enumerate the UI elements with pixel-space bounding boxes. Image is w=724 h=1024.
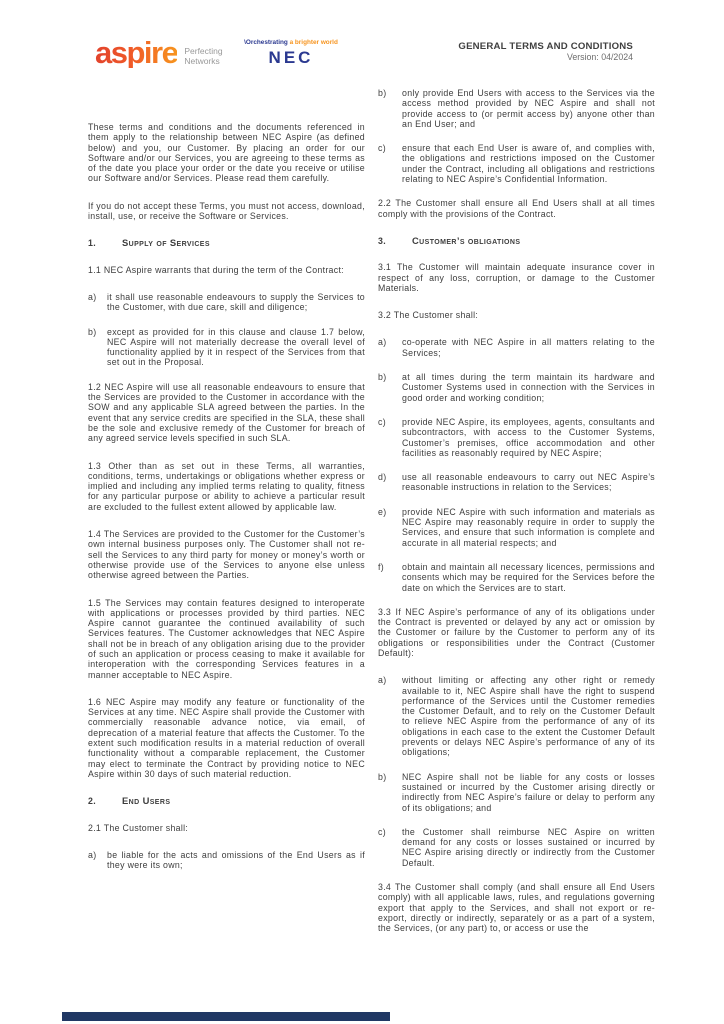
- list-item: [378, 372, 655, 403]
- nec-logo-tagline: [239, 39, 343, 47]
- list-item: [378, 827, 655, 868]
- list-item: [378, 88, 655, 129]
- list-item: [88, 850, 365, 871]
- section-heading: [378, 236, 655, 246]
- aspire-logo: [95, 35, 223, 70]
- paragraph: 1.6 NEC Aspire may modify any feature or functionality of the Services at any time. NEC Aspire shall provide the Customer with commercially reasonable advance notice, via email, of deprecation of a material feature that affects the Customer. To the extent such modification results in a material reduction of overall functionality without a comparable replacement, the Customer may elect to terminate the Contract by providing notice to NEC Aspire within 30 days of such material reduction.: [88, 696, 365, 779]
- section-title: End Users: [122, 795, 171, 807]
- list-item: [378, 143, 655, 184]
- list-item-text: obtain and maintain all necessary licences, permissions and consents which may be required for the Services before the date on which the Services are to start.: [402, 561, 655, 593]
- aspire-logo-tagline: [184, 40, 222, 66]
- paragraph: 1.5 The Services may contain features designed to interoperate with applications or processes provided by third parties. NEC Aspire cannot guarantee the continued availability of such Services features. The Customer acknowledges that NEC Aspire shall not be in breach of any obligation arising due to the provider of such an application or process ceasing to make it available for interoperation with the corresponding Services features in a manner acceptable to NEC Aspire.: [88, 597, 365, 680]
- list-item-label: e): [378, 506, 387, 517]
- paragraph: 1.2 NEC Aspire will use all reasonable endeavours to ensure that the Services are provided to the Customer in accordance with the SOW and any applicable SLA agreed between the parties. In the event that any service credits are specified in the SLA, these shall be the sole and exclusive remedy of the Customer for breach of any agreed service levels specified in such SLA.: [88, 381, 365, 444]
- nec-logo: [239, 39, 343, 67]
- section-heading: [88, 796, 365, 806]
- list-item: [378, 675, 655, 757]
- list-item-label: c): [378, 143, 386, 154]
- paragraph: These terms and conditions and the documents referenced in them apply to the relationship between NEC Aspire (as defined below) and you, our Customer. By placing an order for our Software and/or our Services, you are agreeing to these terms as of the date you place your order or the date you receive or utilise our Software and/or Services. Please read them carefully.: [88, 122, 365, 184]
- list-item: [378, 562, 655, 593]
- list-item-text: provide NEC Aspire, its employees, agents, consultants and subcontractors, with access to the Customer Systems, Customer’s premises, office accommodation and other facilities as reasonably required by NEC Aspire;: [402, 416, 655, 458]
- list-item-label: b): [88, 326, 97, 337]
- nec-wordmark: NEC: [268, 48, 314, 67]
- section-title: Customer’s obligations: [412, 234, 521, 246]
- aspire-wordmark: aspire: [95, 35, 178, 70]
- paragraph: 1.4 The Services are provided to the Customer for the Customer’s own internal business purposes only. The Customer shall not re-sell the Services to any third party for money or money’s worth or otherwise provide use of the Services to anyone else unless otherwise agreed between the Parties.: [88, 529, 365, 581]
- list-item: [378, 772, 655, 813]
- text-column-left: [88, 122, 365, 884]
- section-title: Supply of Services: [122, 237, 210, 249]
- list-item-label: a): [88, 849, 97, 860]
- footer-accent-bar: [62, 1012, 390, 1021]
- list-item-text: provide NEC Aspire with such information and materials as NEC Aspire may reasonably require in order to supply the Services, and ensure that such information is complete and accurate in all material respects; and: [402, 506, 655, 548]
- paragraph: 3.2 The Customer shall:: [378, 310, 479, 321]
- paragraph: 1.3 Other than as set out in these Terms, all warranties, conditions, terms, undertakings or obligations whether express or implied and including any implied terms relating to quality, fitness for any particular purpose or ability to achieve a particular result are excluded to the fullest extent allowed by applicable law.: [88, 460, 365, 512]
- paragraph: 3.1 The Customer will maintain adequate insurance cover in respect of any loss, corruption, or damage to the Customer Materials.: [378, 262, 655, 293]
- list-item-text: be liable for the acts and omissions of the End Users as if they were its own;: [107, 849, 365, 871]
- list-item-text: it shall use reasonable endeavours to supply the Services to the Customer, with due care, skill and diligence;: [107, 291, 365, 313]
- list-item: [378, 337, 655, 358]
- list-item-text: co-operate with NEC Aspire in all matters relating to the Services;: [402, 337, 655, 358]
- list-item-text: NEC Aspire shall not be liable for any costs or losses sustained or incurred by the Customer arising directly or indirectly from NEC Aspire’s failure or delay to perform any of its obligations; and: [402, 771, 655, 813]
- section-heading: [88, 238, 365, 248]
- list-item-label: a): [88, 291, 97, 302]
- paragraph: If you do not accept these Terms, you must not access, download, install, use, or receive the Software or Services.: [88, 200, 365, 222]
- list-item-text: ensure that each End User is aware of, and complies with, the obligations and restrictions imposed on the Customer under the Contract, including all obligations and restrictions relating to NEC Aspire’s Confidential Information.: [402, 143, 655, 185]
- list-item-text: only provide End Users with access to the Services via the access method provided by NEC Aspire and shall not provide access to (or permit access by) anyone other than an End User; and: [402, 88, 655, 129]
- document-title-block: [458, 41, 633, 63]
- list-item-label: d): [378, 472, 387, 483]
- paragraph: 3.3 If NEC Aspire’s performance of any of its obligations under the Contract is prevented or delayed by any act or omission by the Customer or failure by the Customer to perform any of its obligations or responsibilities under the Contract (Customer Default):: [378, 606, 655, 658]
- paragraph: 3.4 The Customer shall comply (and shall ensure all End Users comply) with all applicable laws, rules, and regulations governing export that apply to the Services, and shall not export or re-export, directly or indirectly, separately or as a part of a system, the Services, (or any part) to, or access or use the: [378, 882, 655, 934]
- section-number: 3.: [378, 235, 386, 246]
- document-header: [0, 35, 724, 84]
- aspire-tagline-line2: Networks: [184, 55, 220, 66]
- list-item-label: b): [378, 88, 387, 98]
- list-item-label: c): [378, 826, 386, 837]
- list-item-text: without limiting or affecting any other right or remedy available to it, NEC Aspire shall have the right to suspend performance of the Services until the Customer remedies the Customer Default, and to rely on the Customer Default to relieve NEC Aspire from the performance of any of its obligations in each case to the extent the Customer Default prevents or delays NEC Aspire’s performance of any of its obligations;: [402, 675, 655, 758]
- list-item-text: at all times during the term maintain its hardware and Customer Systems used in connection with the Services in good order and working condition;: [402, 372, 655, 403]
- list-item-text: except as provided for in this clause and clause 1.7 below, NEC Aspire will not materially decrease the overall level of functionality applied by it in respect of the Services from that set out in the Proposal.: [107, 326, 365, 368]
- list-item-text: use all reasonable endeavours to carry out NEC Aspire’s reasonable instructions in relation to the Services;: [402, 472, 655, 493]
- nec-tagline-orange-part: a brighter world: [287, 39, 338, 46]
- section-number: 2.: [88, 796, 96, 807]
- list-item-label: a): [378, 337, 387, 348]
- document-title: GENERAL TERMS AND CONDITIONS: [458, 41, 633, 52]
- nec-tagline-navy-part: \Orchestrating: [244, 39, 288, 46]
- list-item: [378, 507, 655, 548]
- list-item: [88, 327, 365, 368]
- list-item: [88, 292, 365, 313]
- paragraph: 1.1 NEC Aspire warrants that during the term of the Contract:: [88, 264, 344, 275]
- list-item-label: f): [378, 561, 384, 572]
- list-item-label: b): [378, 771, 387, 782]
- list-item-label: c): [378, 416, 386, 427]
- list-item: [378, 472, 655, 493]
- list-item-label: a): [378, 675, 387, 686]
- section-number: 1.: [88, 238, 96, 249]
- document-version: Version: 04/2024: [566, 52, 633, 62]
- paragraph: 2.1 The Customer shall:: [88, 822, 189, 833]
- text-column-right: [378, 88, 655, 951]
- list-item-label: b): [378, 372, 387, 383]
- aspire-tagline-line1: Perfecting: [184, 46, 223, 56]
- list-item: [378, 417, 655, 458]
- paragraph: 2.2 The Customer shall ensure all End Users shall at all times comply with the provisions of the Contract.: [378, 198, 655, 219]
- list-item-text: the Customer shall reimburse NEC Aspire on written demand for any costs or losses sustained or incurred by NEC Aspire arising directly or indirectly from the Customer Default.: [402, 826, 655, 868]
